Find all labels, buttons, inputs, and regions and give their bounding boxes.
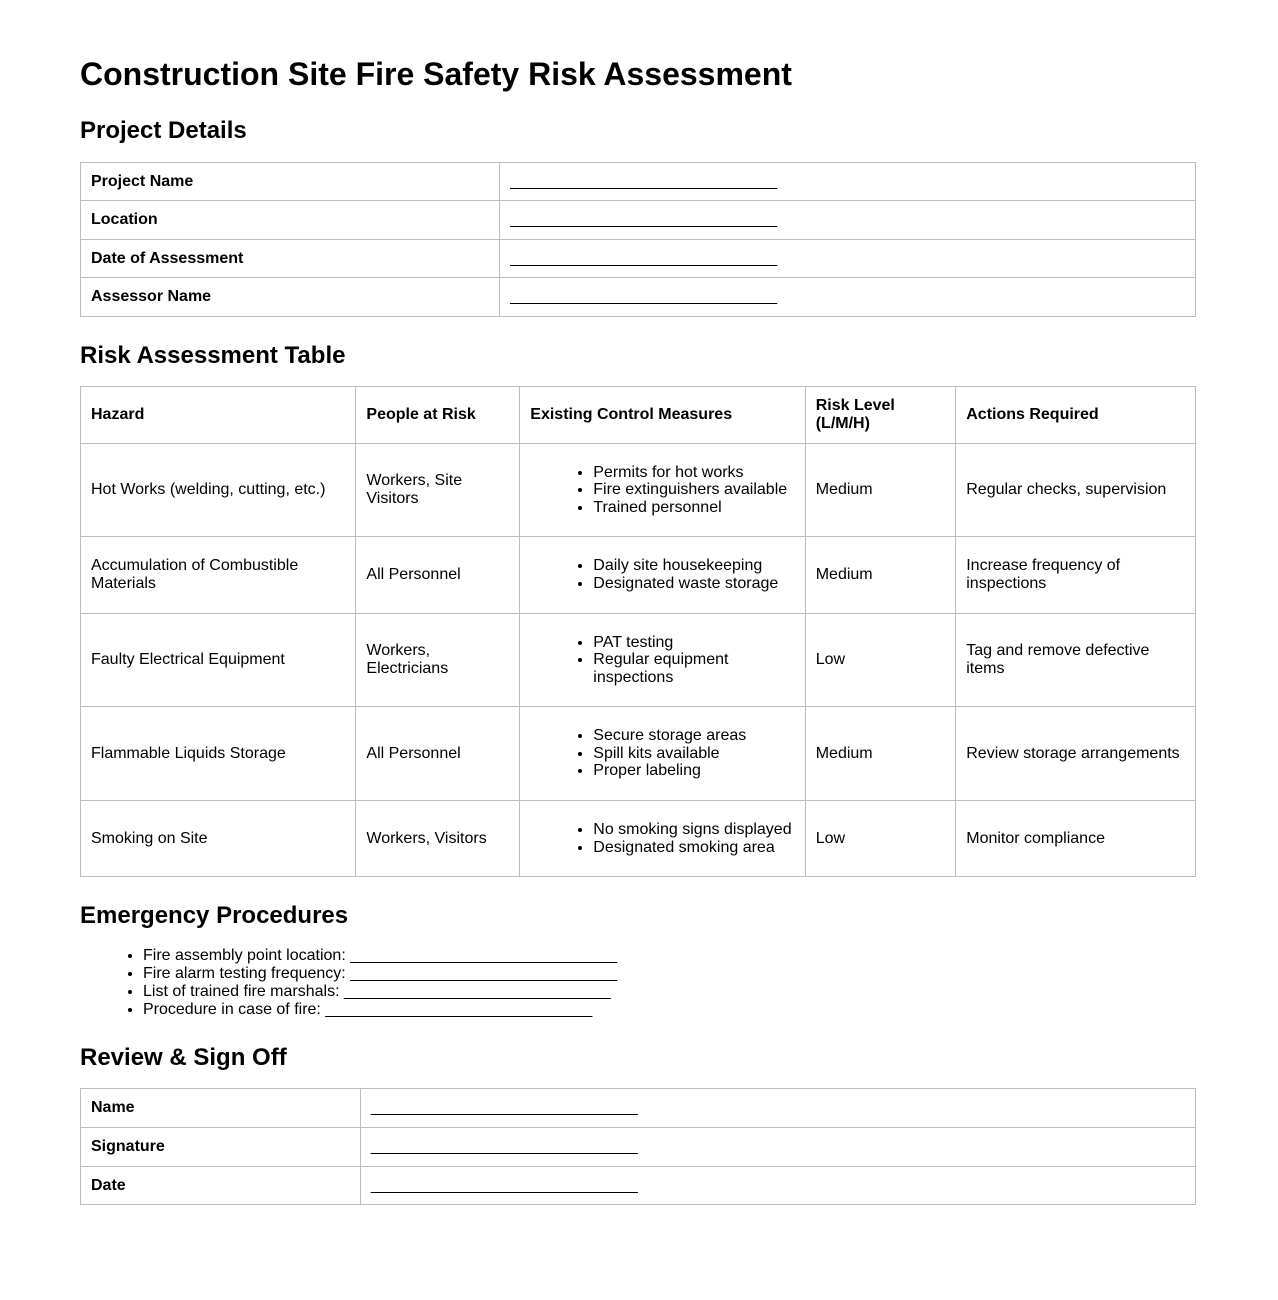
measures-cell bbox=[520, 537, 805, 613]
measures-list bbox=[530, 464, 794, 517]
row-value-date-of-assessment bbox=[500, 239, 1196, 278]
blank-line: ______________________________ bbox=[343, 982, 611, 1000]
table-row bbox=[81, 443, 1196, 537]
blank-line: ______________________________ bbox=[510, 288, 778, 306]
table-row bbox=[81, 1127, 1196, 1166]
table-row bbox=[81, 613, 1196, 707]
blank-line: ______________________________ bbox=[510, 249, 778, 267]
measure-item: • Spill kits available bbox=[593, 745, 794, 763]
actions-cell: Review storage arrangements bbox=[956, 707, 1196, 801]
table-row bbox=[81, 1089, 1196, 1128]
column-header-risk-level: Risk Level (L/M/H) bbox=[805, 387, 956, 443]
blank-line: ______________________________ bbox=[370, 1176, 638, 1194]
measures-cell bbox=[520, 613, 805, 707]
risk-level-cell: Medium bbox=[805, 537, 956, 613]
table-row bbox=[81, 239, 1196, 278]
item-label: Fire assembly point location: bbox=[143, 946, 346, 964]
people-cell: All Personnel bbox=[356, 537, 520, 613]
measures-list bbox=[530, 557, 794, 592]
list-item bbox=[143, 1001, 1196, 1019]
measure-item: • PAT testing bbox=[593, 634, 794, 652]
row-label-location: Location bbox=[81, 201, 500, 240]
project-details-table bbox=[80, 162, 1196, 317]
hazard-cell: Hot Works (welding, cutting, etc.) bbox=[81, 443, 356, 537]
column-header-existing-control-measures: Existing Control Measures bbox=[520, 387, 805, 443]
item-label: List of trained fire marshals: bbox=[143, 982, 340, 1000]
row-label-assessor-name: Assessor Name bbox=[81, 278, 500, 317]
row-value-name bbox=[360, 1089, 1195, 1128]
people-cell: Workers, Visitors bbox=[356, 801, 520, 877]
measures-list bbox=[530, 821, 794, 856]
measures-cell bbox=[520, 443, 805, 537]
measures-cell bbox=[520, 801, 805, 877]
column-header-people-at-risk: People at Risk bbox=[356, 387, 520, 443]
blank-line: ______________________________ bbox=[350, 964, 618, 982]
measure-item: • Trained personnel bbox=[593, 499, 794, 517]
header-row bbox=[81, 387, 1196, 443]
column-header-hazard: Hazard bbox=[81, 387, 356, 443]
measure-item: • Fire extinguishers available bbox=[593, 481, 794, 499]
blank-line: ______________________________ bbox=[370, 1137, 638, 1155]
document bbox=[80, 57, 1196, 1205]
measure-item: • Daily site housekeeping bbox=[593, 557, 794, 575]
actions-cell: Tag and remove defective items bbox=[956, 613, 1196, 707]
risk-level-cell: Low bbox=[805, 801, 956, 877]
people-cell: Workers, Site Visitors bbox=[356, 443, 520, 537]
section-heading-emergency-procedures: Emergency Procedures bbox=[80, 902, 349, 930]
item-label: Procedure in case of fire: bbox=[143, 1000, 321, 1018]
section-heading-project-details: Project Details bbox=[80, 117, 247, 145]
hazard-cell: Faulty Electrical Equipment bbox=[81, 613, 356, 707]
table-row bbox=[81, 162, 1196, 201]
sign-off-table bbox=[80, 1088, 1196, 1205]
blank-line: ______________________________ bbox=[350, 946, 618, 964]
table-row bbox=[81, 201, 1196, 240]
row-label-project-name: Project Name bbox=[81, 162, 500, 201]
people-cell: All Personnel bbox=[356, 707, 520, 801]
row-label-signature: Signature bbox=[81, 1127, 361, 1166]
actions-cell: Increase frequency of inspections bbox=[956, 537, 1196, 613]
hazard-cell: Flammable Liquids Storage bbox=[81, 707, 356, 801]
row-value-location bbox=[500, 201, 1196, 240]
hazard-cell: Smoking on Site bbox=[81, 801, 356, 877]
measure-item: • Designated waste storage bbox=[593, 575, 794, 593]
row-label-name: Name bbox=[81, 1089, 361, 1128]
table-row bbox=[81, 801, 1196, 877]
section-heading-review-sign-off: Review & Sign Off bbox=[80, 1043, 287, 1071]
risk-assessment-table bbox=[80, 386, 1196, 877]
column-header-actions-required: Actions Required bbox=[956, 387, 1196, 443]
risk-level-cell: Low bbox=[805, 613, 956, 707]
row-value-assessor-name bbox=[500, 278, 1196, 317]
row-value-date bbox=[360, 1166, 1195, 1205]
page-title: Construction Site Fire Safety Risk Assessment bbox=[80, 56, 792, 92]
list-item bbox=[143, 947, 1196, 965]
blank-line: ______________________________ bbox=[370, 1099, 638, 1117]
actions-cell: Monitor compliance bbox=[956, 801, 1196, 877]
table-row bbox=[81, 278, 1196, 317]
risk-level-cell: Medium bbox=[805, 707, 956, 801]
measures-list bbox=[530, 634, 794, 687]
hazard-cell: Accumulation of Combustible Materials bbox=[81, 537, 356, 613]
risk-level-cell: Medium bbox=[805, 443, 956, 537]
measures-list bbox=[530, 727, 794, 780]
list-item bbox=[143, 983, 1196, 1001]
people-cell: Workers, Electricians bbox=[356, 613, 520, 707]
table-row bbox=[81, 1166, 1196, 1205]
measure-item: • Designated smoking area bbox=[593, 839, 794, 857]
table-row bbox=[81, 537, 1196, 613]
measure-item: • Secure storage areas bbox=[593, 727, 794, 745]
blank-line: ______________________________ bbox=[325, 1000, 593, 1018]
list-item bbox=[143, 965, 1196, 983]
row-value-project-name bbox=[500, 162, 1196, 201]
measure-item: • Proper labeling bbox=[593, 762, 794, 780]
table-row bbox=[81, 707, 1196, 801]
blank-line: ______________________________ bbox=[510, 211, 778, 229]
blank-line: ______________________________ bbox=[510, 172, 778, 190]
measure-item: • Permits for hot works bbox=[593, 464, 794, 482]
item-label: Fire alarm testing frequency: bbox=[143, 964, 346, 982]
row-value-signature bbox=[360, 1127, 1195, 1166]
measure-item: • Regular equipment inspections bbox=[593, 651, 794, 686]
emergency-procedures-list bbox=[80, 947, 1196, 1019]
measure-item: • No smoking signs displayed bbox=[593, 821, 794, 839]
measures-cell bbox=[520, 707, 805, 801]
actions-cell: Regular checks, supervision bbox=[956, 443, 1196, 537]
row-label-date-of-assessment: Date of Assessment bbox=[81, 239, 500, 278]
section-heading-risk-assessment: Risk Assessment Table bbox=[80, 341, 346, 369]
row-label-date: Date bbox=[81, 1166, 361, 1205]
